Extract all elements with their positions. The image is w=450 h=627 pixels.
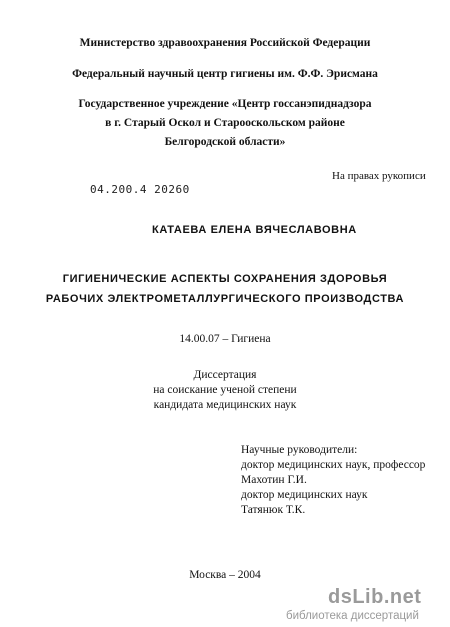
degree-purpose: на соискание ученой степени xyxy=(153,384,297,396)
dissertation-title-line-2: РАБОЧИХ ЭЛЕКТРОМЕТАЛЛУРГИЧЕСКОГО ПРОИЗВОДСТВА xyxy=(45,293,405,305)
ministry-line: Министерство здравоохранения Российской Федерации xyxy=(79,37,371,49)
watermark-brand: dsLib.net xyxy=(328,586,422,608)
watermark-subtitle: библиотека диссертаций xyxy=(286,610,419,622)
state-institution-line-1: Государственное учреждение «Центр госсанэпиднадзора xyxy=(78,98,372,110)
supervisors-heading: Научные руководители: xyxy=(241,444,358,456)
author-name: КАТАЕВА ЕЛЕНА ВЯЧЕСЛАВОВНА xyxy=(152,224,357,236)
rights-note: На правах рукописи xyxy=(332,170,426,182)
degree-name: кандидата медицинских наук xyxy=(153,399,297,411)
state-institution-line-2: в г. Старый Оскол и Старооскольском районе xyxy=(105,117,345,129)
state-institution-line-3: Белгородской области» xyxy=(164,136,286,148)
supervisor-2-name: Татянюк Т.К. xyxy=(241,504,306,516)
supervisor-2-degree: доктор медицинских наук xyxy=(241,489,368,501)
supervisor-1-name: Махотин Г.И. xyxy=(241,474,307,486)
watermark xyxy=(286,586,450,627)
dissertation-title-line-1: ГИГИЕНИЧЕСКИЕ АСПЕКТЫ СОХРАНЕНИЯ ЗДОРОВЬЯ xyxy=(62,273,388,285)
supervisor-1-degree: доктор медицинских наук, профессор xyxy=(241,459,426,471)
city-year: Москва – 2004 xyxy=(189,569,261,581)
research-center-line: Федеральный научный центр гигиены им. Ф.Ф. Эрисмана xyxy=(72,68,378,80)
specialty-code: 14.00.07 – Гигиена xyxy=(179,333,271,345)
registration-stamp: 04.200.4 20260 xyxy=(90,183,190,196)
dissertation-label: Диссертация xyxy=(193,369,257,381)
